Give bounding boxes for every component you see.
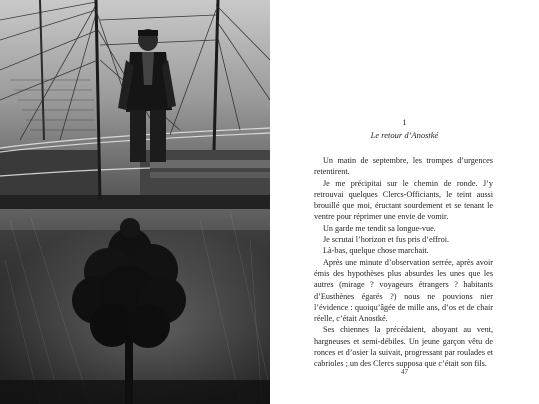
text-page (270, 0, 539, 404)
paragraph: Là-bas, quelque chose marchait. (323, 246, 429, 256)
paragraph: Un matin de septembre, les trompes d’urgences retentirent. (314, 156, 493, 177)
chapter-title: Le retour d’Anostké (370, 130, 439, 140)
body-text (314, 155, 493, 370)
page-number: 47 (401, 368, 408, 376)
paragraph: Je me précipitai sur le chemin de ronde. J’y retrouvai quelques Clercs-Officiants, le teint aussi brouillé que moi, éructant sourdement et se tenant le ventre pour réprimer une envie de vomir. (314, 178, 493, 222)
paragraph: Je scrutai l’horizon et fus pris d’effroi. (323, 235, 450, 245)
paragraph: Après une minute d’observation serrée, après avoir émis des hypothèses plus absurdes les unes que les autres (mirage ? voyageurs étrangers ? habitants d’Eusthènes égarés ?) nous ne pouvions nier l’évidence : quoiqu’âgée de mille ans, d’os et de chair réelle, c’était Anostké. (314, 257, 493, 324)
chapter-number: 1 (402, 117, 407, 127)
paragraph: Ses chiennes la précédaient, aboyant au vent, hargneuses et semi-débiles. Un jeune garçon vêtu de ronces et d’osier la suivait, progressant par roulades et cabrioles ; un des Clercs supposa que c’était son fils. (314, 325, 493, 369)
paragraph: Un garde me tendit sa longue-vue. (323, 223, 436, 233)
